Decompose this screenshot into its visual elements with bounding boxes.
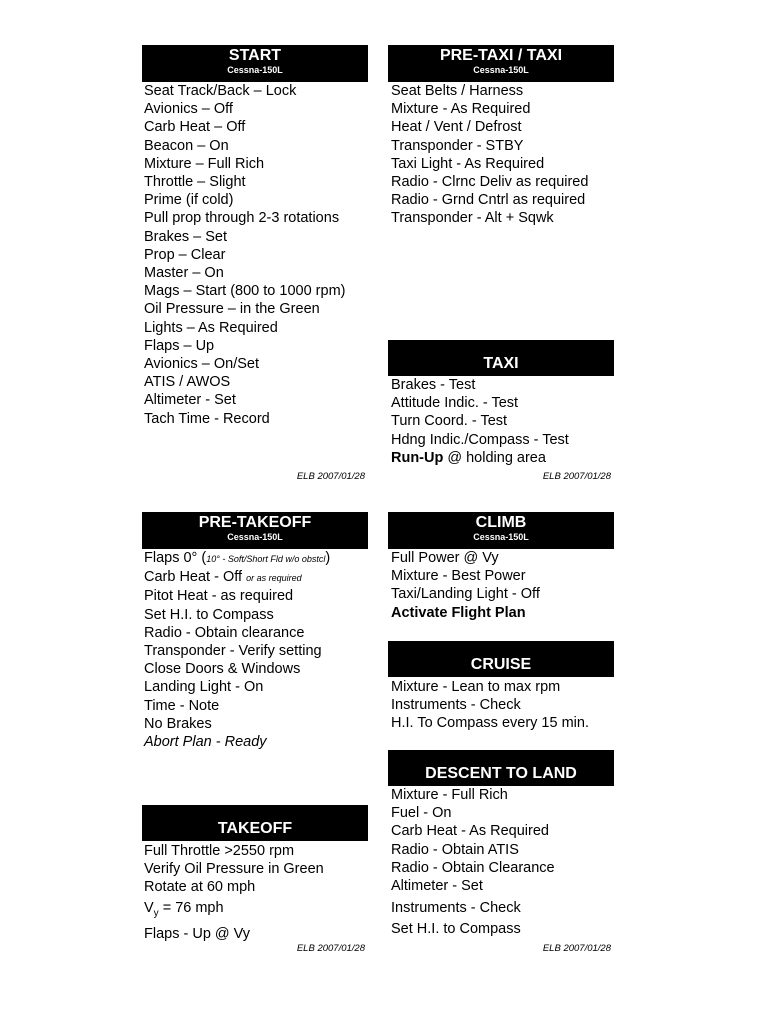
list-item: Mixture - Lean to max rpm (391, 679, 561, 695)
list-item: Oil Pressure – in the Green (144, 301, 320, 318)
flaps-note: 10° - Soft/Short Fld w/o obstcl (206, 554, 326, 564)
list-item: Avionics – On/Set (144, 356, 259, 373)
list-item: Instruments - Check (391, 697, 521, 714)
list-item: Verify Oil Pressure in Green (144, 861, 324, 878)
pretaxi-title: PRE-TAXI / TAXI (439, 47, 563, 64)
descent-header (388, 750, 614, 786)
list-item: Mixture - Best Power (391, 568, 526, 585)
list-item (144, 568, 330, 587)
list-item (144, 549, 330, 568)
list-item: Close Doors & Windows (144, 661, 301, 678)
list-item: Full Power @ Vy (391, 550, 499, 566)
list-item: Radio - Obtain Clearance (391, 859, 555, 876)
climb-subtitle: Cessna-150L (473, 532, 529, 542)
list-item: Mags – Start (800 to 1000 rpm) (144, 283, 346, 300)
list-item: Altimeter - Set (391, 878, 483, 895)
climb-title: CLIMB (475, 514, 527, 531)
vy-value: = 76 mph (158, 899, 224, 916)
list-item: Transponder - Verify setting (144, 643, 322, 660)
takeoff-footer: ELB 2007/01/28 (296, 943, 365, 954)
takeoff-title: TAKEOFF (217, 820, 293, 837)
list-item: Seat Track/Back – Lock (144, 83, 297, 99)
flaps-close: ) (325, 550, 331, 566)
list-item: Tach Time - Record (144, 410, 270, 427)
list-item: Time - Note (144, 697, 220, 714)
list-item: Prop – Clear (144, 246, 226, 263)
list-item: Carb Heat – Off (144, 119, 246, 136)
list-item: Radio - Grnd Cntrl as required (391, 192, 586, 209)
list-item: Landing Light - On (144, 679, 264, 696)
list-item: Fuel - On (391, 805, 452, 822)
list-item: Brakes - Test (391, 377, 476, 393)
list-item: Mixture - Full Rich (391, 787, 508, 803)
vy-subscript: y (153, 907, 159, 919)
start-checklist (144, 82, 346, 428)
taxi-title: TAXI (483, 355, 519, 372)
list-item: Transponder - STBY (391, 137, 524, 154)
flaps-label: Flaps 0° ( (144, 550, 207, 566)
list-item: Flaps – Up (144, 337, 215, 354)
list-item: Altimeter - Set (144, 392, 236, 409)
climb-header (388, 512, 614, 549)
carb-note: or as required (246, 573, 302, 584)
taxi-checklist (391, 376, 569, 467)
vy-symbol: V (144, 899, 154, 916)
taxi-header (388, 340, 614, 376)
list-item: Beacon – On (144, 137, 229, 154)
taxi-footer: ELB 2007/01/28 (542, 471, 611, 482)
runup-label: Run-Up (391, 449, 444, 466)
list-item: Set H.I. to Compass (391, 921, 521, 938)
list-item: Activate Flight Plan (391, 604, 526, 621)
pretakeoff-header (142, 512, 368, 549)
pretakeoff-subtitle: Cessna-150L (227, 532, 283, 542)
list-item: Rotate at 60 mph (144, 879, 256, 896)
list-item: Master – On (144, 265, 224, 282)
list-item: Throttle – Slight (144, 174, 246, 191)
pretaxi-checklist (391, 82, 588, 228)
start-header (142, 45, 368, 82)
start-subtitle: Cessna-150L (227, 65, 283, 75)
list-item: Mixture – Full Rich (144, 155, 265, 172)
list-item: Set H.I. to Compass (144, 606, 274, 623)
descent-checklist (391, 786, 555, 939)
list-item: Radio - Clrnc Deliv as required (391, 174, 589, 191)
list-item: Abort Plan - Ready (144, 734, 267, 751)
list-item: No Brakes (144, 715, 212, 732)
list-item: Pull prop through 2-3 rotations (144, 210, 340, 227)
list-item: Mixture - As Required (391, 101, 531, 118)
list-item: Carb Heat - As Required (391, 823, 549, 840)
descent-title: DESCENT TO LAND (425, 765, 577, 782)
descent-footer: ELB 2007/01/28 (542, 943, 611, 954)
carb-label: Carb Heat - Off (144, 569, 247, 586)
takeoff-checklist (144, 842, 324, 943)
pretaxi-subtitle: Cessna-150L (473, 65, 529, 75)
list-item: Seat Belts / Harness (391, 83, 524, 99)
list-item: Heat / Vent / Defrost (391, 119, 522, 136)
list-item: Radio - Obtain ATIS (391, 841, 519, 858)
start-title: START (228, 47, 282, 64)
list-item (144, 897, 324, 925)
list-item: Brakes – Set (144, 228, 228, 245)
list-item: Transponder - Alt + Sqwk (391, 210, 554, 227)
list-item: Radio - Obtain clearance (144, 624, 305, 641)
cruise-checklist (391, 678, 589, 733)
list-item (391, 449, 569, 467)
cruise-header (388, 641, 614, 677)
pretaxi-header (388, 45, 614, 82)
list-item: Lights – As Required (144, 319, 278, 336)
list-item: ATIS / AWOS (144, 374, 231, 391)
list-item: Flaps - Up @ Vy (144, 925, 251, 942)
list-item: Taxi/Landing Light - Off (391, 586, 540, 603)
cruise-title: CRUISE (470, 656, 532, 673)
list-item: Full Throttle >2550 rpm (144, 843, 295, 859)
start-footer: ELB 2007/01/28 (296, 471, 365, 482)
climb-checklist (391, 549, 540, 622)
list-item: Avionics – Off (144, 101, 233, 118)
list-item: Turn Coord. - Test (391, 413, 508, 430)
list-item: H.I. To Compass every 15 min. (391, 715, 589, 732)
pretakeoff-checklist (144, 549, 330, 751)
list-item: Prime (if cold) (144, 192, 234, 209)
list-item: Instruments - Check (391, 900, 521, 917)
list-item: Hdng Indic./Compass - Test (391, 431, 569, 448)
list-item: Pitot Heat - as required (144, 588, 294, 605)
list-item: Taxi Light - As Required (391, 155, 545, 172)
pretakeoff-title: PRE-TAKEOFF (198, 514, 312, 531)
takeoff-header (142, 805, 368, 841)
list-item: Attitude Indic. - Test (391, 395, 519, 412)
runup-text: @ holding area (443, 449, 546, 466)
